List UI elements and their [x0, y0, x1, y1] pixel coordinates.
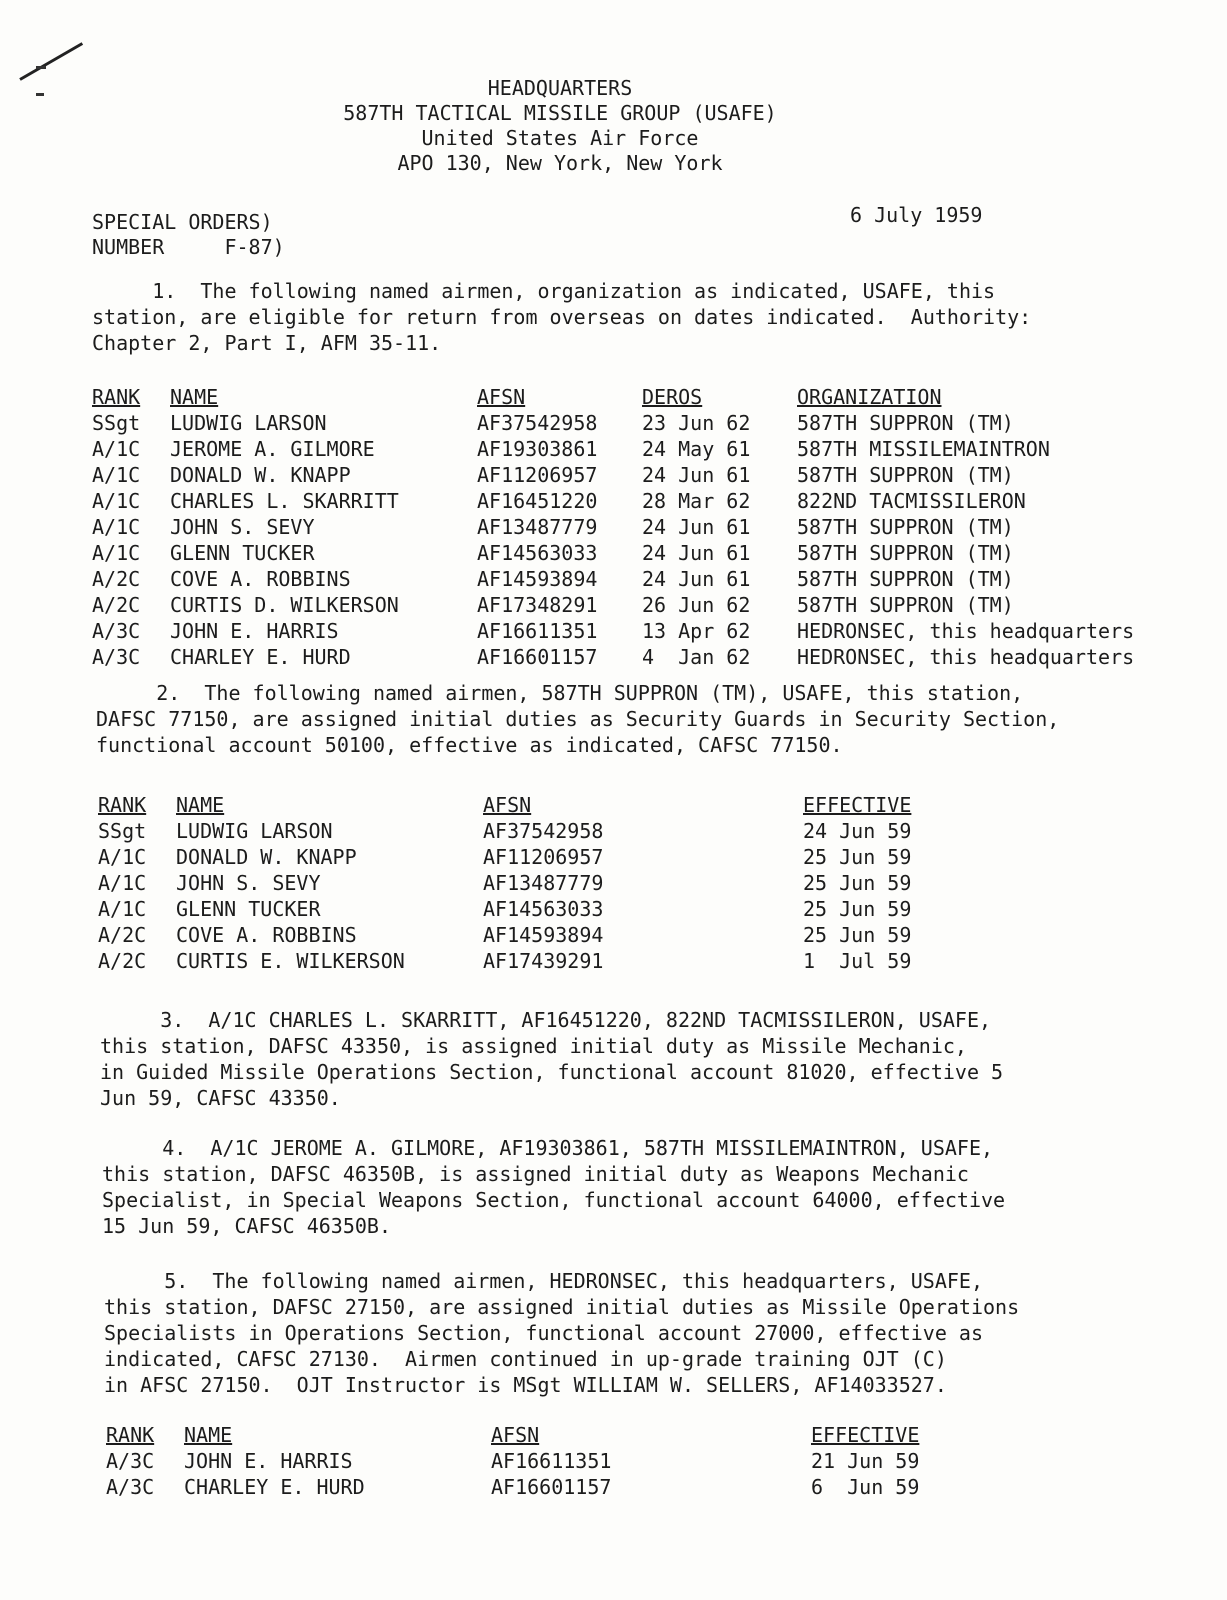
cell-afsn: AF16611351	[477, 619, 598, 643]
table-row	[92, 618, 1192, 644]
cell-deros: 24 Jun 61	[642, 515, 751, 539]
cell-name: CURTIS D. WILKERSON	[170, 593, 399, 617]
cell-name: COVE A. ROBBINS	[170, 567, 351, 591]
cell-deros: 24 Jun 61	[642, 463, 751, 487]
cell-rank: A/3C	[106, 1449, 155, 1473]
pen-mark	[36, 93, 44, 96]
paragraph-2	[96, 680, 1059, 758]
cell-afsn: AF16451220	[477, 489, 598, 513]
col-name-header: NAME	[170, 385, 219, 409]
table-row	[98, 870, 1098, 896]
cell-afsn: AF16601157	[477, 645, 598, 669]
col-rank-header: RANK	[98, 793, 147, 817]
cell-afsn: AF13487779	[483, 871, 604, 895]
cell-rank: A/2C	[92, 567, 141, 591]
cell-rank: A/1C	[98, 897, 147, 921]
cell-afsn: AF14593894	[483, 923, 604, 947]
cell-afsn: AF13487779	[477, 515, 598, 539]
cell-name: JOHN S. SEVY	[176, 871, 321, 895]
cell-afsn: AF14563033	[477, 541, 598, 565]
col-rank-header: RANK	[106, 1423, 155, 1447]
table-row	[92, 592, 1192, 618]
cell-org: 587TH MISSILEMAINTRON	[797, 437, 1050, 461]
cell-afsn: AF37542958	[483, 819, 604, 843]
col-rank-header: RANK	[92, 385, 141, 409]
paragraph-1	[92, 278, 1031, 356]
paragraph-line: functional account 50100, effective as indicated, CAFSC 77150.	[96, 733, 843, 757]
cell-name: JOHN E. HARRIS	[170, 619, 339, 643]
pen-mark	[36, 66, 46, 69]
paragraph-line: in AFSC 27150. OJT Instructor is MSgt WILLIAM W. SELLERS, AF14033527.	[104, 1373, 947, 1397]
cell-name: CHARLES L. SKARRITT	[170, 489, 399, 513]
cell-org: HEDRONSEC, this headquarters	[797, 619, 1135, 643]
table-header	[92, 384, 1192, 410]
cell-deros: 4 Jan 62	[642, 645, 751, 669]
cell-rank: SSgt	[98, 819, 147, 843]
cell-rank: A/1C	[92, 489, 141, 513]
table-row	[92, 540, 1192, 566]
table-row	[92, 566, 1192, 592]
letterhead-line: HEADQUARTERS	[487, 76, 633, 100]
cell-rank: A/1C	[98, 845, 147, 869]
cell-org: 587TH SUPPRON (TM)	[797, 541, 1014, 565]
cell-eff: 24 Jun 59	[803, 819, 912, 843]
paragraph-line: station, are eligible for return from overseas on dates indicated. Authority:	[92, 305, 1032, 329]
paragraph-4	[102, 1135, 1005, 1239]
cell-eff: 25 Jun 59	[803, 845, 912, 869]
cell-rank: A/3C	[92, 645, 141, 669]
paragraph-line: 2. The following named airmen, 587TH SUPPRON (TM), USAFE, this station,	[96, 681, 1024, 705]
cell-deros: 13 Apr 62	[642, 619, 751, 643]
col-name-header: NAME	[184, 1423, 233, 1447]
paragraph-line: 3. A/1C CHARLES L. SKARRITT, AF16451220, 822ND TACMISSILERON, USAFE,	[100, 1008, 992, 1032]
cell-afsn: AF16611351	[491, 1449, 612, 1473]
cell-rank: A/1C	[92, 541, 141, 565]
table-deros	[92, 384, 1192, 670]
paragraph-line: DAFSC 77150, are assigned initial duties as Security Guards in Security Section,	[96, 707, 1060, 731]
table-row	[106, 1474, 1106, 1500]
col-effective-header: EFFECTIVE	[803, 793, 912, 817]
cell-deros: 26 Jun 62	[642, 593, 751, 617]
col-afsn-header: AFSN	[477, 385, 526, 409]
table-header	[98, 792, 1098, 818]
cell-name: LUDWIG LARSON	[176, 819, 333, 843]
table-row	[98, 896, 1098, 922]
cell-eff: 25 Jun 59	[803, 897, 912, 921]
paragraph-line: 1. The following named airmen, organization as indicated, USAFE, this	[92, 279, 996, 303]
cell-afsn: AF17439291	[483, 949, 604, 973]
cell-rank: A/1C	[92, 515, 141, 539]
paragraph-line: in Guided Missile Operations Section, functional account 81020, effective 5	[100, 1060, 1004, 1084]
table-header	[106, 1422, 1106, 1448]
cell-afsn: AF37542958	[477, 411, 598, 435]
col-effective-header: EFFECTIVE	[811, 1423, 920, 1447]
paragraph-3	[100, 1007, 1003, 1111]
cell-name: JEROME A. GILMORE	[170, 437, 375, 461]
order-date: 6 July 1959	[850, 203, 983, 227]
table-row	[98, 818, 1098, 844]
paragraph-line: Jun 59, CAFSC 43350.	[100, 1086, 341, 1110]
col-afsn-header: AFSN	[483, 793, 532, 817]
table-row	[98, 922, 1098, 948]
paragraph-line: Specialist, in Special Weapons Section, functional account 64000, effective	[102, 1188, 1006, 1212]
cell-rank: A/1C	[92, 437, 141, 461]
cell-name: LUDWIG LARSON	[170, 411, 327, 435]
cell-org: 587TH SUPPRON (TM)	[797, 515, 1014, 539]
cell-name: DONALD W. KNAPP	[170, 463, 351, 487]
col-deros-header: DEROS	[642, 385, 703, 409]
letterhead-line: APO 130, New York, New York	[397, 151, 723, 175]
paragraph-line: 15 Jun 59, CAFSC 46350B.	[102, 1214, 391, 1238]
letterhead	[250, 76, 870, 176]
paragraph-line: Chapter 2, Part I, AFM 35-11.	[92, 331, 442, 355]
paragraph-line: 5. The following named airmen, HEDRONSEC, this headquarters, USAFE,	[104, 1269, 983, 1293]
table-security-guards	[98, 792, 1098, 974]
cell-org: 587TH SUPPRON (TM)	[797, 463, 1014, 487]
cell-rank: SSgt	[92, 411, 141, 435]
cell-afsn: AF11206957	[483, 845, 604, 869]
col-afsn-header: AFSN	[491, 1423, 540, 1447]
table-row	[92, 644, 1192, 670]
cell-deros: 24 Jun 61	[642, 567, 751, 591]
order-number-block	[92, 210, 285, 260]
paragraph-line: this station, DAFSC 43350, is assigned initial duty as Missile Mechanic,	[100, 1034, 967, 1058]
cell-eff: 1 Jul 59	[803, 949, 912, 973]
paragraph-line: this station, DAFSC 27150, are assigned initial duties as Missile Operations	[104, 1295, 1020, 1319]
table-row	[92, 488, 1192, 514]
paragraph-line: Specialists in Operations Section, functional account 27000, effective as	[104, 1321, 983, 1345]
order-line: NUMBER F-87)	[92, 235, 285, 259]
cell-afsn: AF11206957	[477, 463, 598, 487]
letterhead-line: 587TH TACTICAL MISSILE GROUP (USAFE)	[343, 101, 777, 125]
col-org-header: ORGANIZATION	[797, 385, 942, 409]
cell-rank: A/2C	[98, 949, 147, 973]
cell-name: CHARLEY E. HURD	[170, 645, 351, 669]
cell-eff: 25 Jun 59	[803, 871, 912, 895]
table-missile-operations	[106, 1422, 1106, 1500]
cell-rank: A/2C	[98, 923, 147, 947]
cell-name: JOHN E. HARRIS	[184, 1449, 353, 1473]
cell-name: CHARLEY E. HURD	[184, 1475, 365, 1499]
cell-deros: 28 Mar 62	[642, 489, 751, 513]
pen-mark	[19, 42, 83, 81]
cell-eff: 25 Jun 59	[803, 923, 912, 947]
cell-rank: A/1C	[92, 463, 141, 487]
cell-name: GLENN TUCKER	[176, 897, 321, 921]
cell-deros: 23 Jun 62	[642, 411, 751, 435]
cell-org: HEDRONSEC, this headquarters	[797, 645, 1135, 669]
cell-eff: 21 Jun 59	[811, 1449, 920, 1473]
cell-name: GLENN TUCKER	[170, 541, 315, 565]
cell-rank: A/3C	[106, 1475, 155, 1499]
table-row	[92, 410, 1192, 436]
table-row	[98, 844, 1098, 870]
cell-name: COVE A. ROBBINS	[176, 923, 357, 947]
cell-rank: A/3C	[92, 619, 141, 643]
paragraph-line: indicated, CAFSC 27130. Airmen continued in up-grade training OJT (C)	[104, 1347, 947, 1371]
cell-rank: A/1C	[98, 871, 147, 895]
letterhead-line: United States Air Force	[421, 126, 699, 150]
cell-deros: 24 Jun 61	[642, 541, 751, 565]
cell-rank: A/2C	[92, 593, 141, 617]
paragraph-5	[104, 1268, 1019, 1398]
cell-name: CURTIS E. WILKERSON	[176, 949, 405, 973]
cell-name: JOHN S. SEVY	[170, 515, 315, 539]
cell-org: 822ND TACMISSILERON	[797, 489, 1026, 513]
col-name-header: NAME	[176, 793, 225, 817]
cell-org: 587TH SUPPRON (TM)	[797, 567, 1014, 591]
order-line: SPECIAL ORDERS)	[92, 210, 273, 234]
cell-afsn: AF19303861	[477, 437, 598, 461]
cell-afsn: AF16601157	[491, 1475, 612, 1499]
cell-deros: 24 May 61	[642, 437, 751, 461]
cell-afsn: AF14593894	[477, 567, 598, 591]
table-row	[92, 514, 1192, 540]
paragraph-line: this station, DAFSC 46350B, is assigned initial duty as Weapons Mechanic	[102, 1162, 969, 1186]
table-row	[92, 462, 1192, 488]
cell-org: 587TH SUPPRON (TM)	[797, 593, 1014, 617]
cell-afsn: AF17348291	[477, 593, 598, 617]
cell-afsn: AF14563033	[483, 897, 604, 921]
table-row	[98, 948, 1098, 974]
cell-name: DONALD W. KNAPP	[176, 845, 357, 869]
cell-org: 587TH SUPPRON (TM)	[797, 411, 1014, 435]
cell-eff: 6 Jun 59	[811, 1475, 920, 1499]
table-row	[92, 436, 1192, 462]
paragraph-line: 4. A/1C JEROME A. GILMORE, AF19303861, 587TH MISSILEMAINTRON, USAFE,	[102, 1136, 994, 1160]
table-row	[106, 1448, 1106, 1474]
